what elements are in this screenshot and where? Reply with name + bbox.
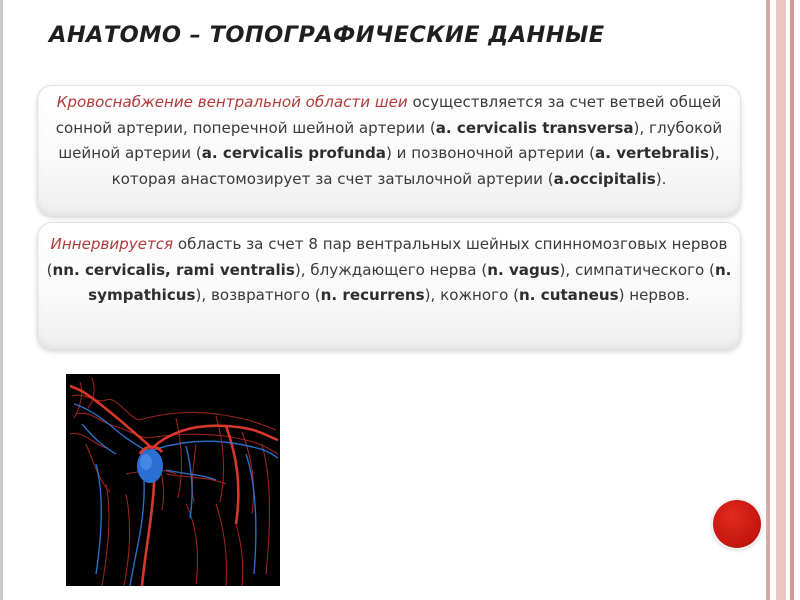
text-segment: ), блуждающего нерва ( <box>294 260 488 279</box>
text-segment: ), симпатического ( <box>559 260 715 279</box>
slide-left-edge <box>0 0 3 600</box>
innervation-card <box>38 223 740 349</box>
slide-title: АНАТОМО – ТОПОГРАФИЧЕСКИЕ ДАННЫЕ <box>49 22 605 48</box>
text-segment: ), которая анастомозирует за счет затылочной артерии ( <box>111 144 720 188</box>
latin-term: n. recurrens <box>320 286 425 305</box>
decorative-stripes <box>766 0 800 600</box>
vascular-system-image <box>66 374 280 586</box>
latin-term: a. vertebralis <box>595 144 709 163</box>
latin-term: n. sympathicus <box>88 260 732 305</box>
stripe-outer <box>766 0 770 600</box>
text-segment: ), возвратного ( <box>195 286 321 305</box>
stripe-middle <box>776 0 786 600</box>
text-segment: ), глубокой шейной артерии ( <box>58 118 723 163</box>
latin-term: a. cervicalis transversa <box>435 118 634 137</box>
vascular-illustration <box>66 374 280 586</box>
innervation-lead: Иннервируется <box>50 235 174 253</box>
text-segment: ). <box>655 169 667 188</box>
latin-term: a. cervicalis profunda <box>201 144 386 163</box>
stripe-inner <box>790 0 794 600</box>
text-segment: ) нервов. <box>618 286 690 305</box>
latin-term: n. vagus <box>487 260 560 279</box>
text-segment: ) и позвоночной артерии ( <box>385 144 596 163</box>
latin-term: n. cutaneus <box>519 286 619 305</box>
blood-supply-lead: Кровоснабжение вентральной области шеи <box>56 93 408 111</box>
text-segment: ), кожного ( <box>424 286 520 305</box>
decorative-red-circle <box>713 500 761 548</box>
text-segment: осуществляется за счет ветвей общей сонной артерии, поперечной шейной артерии ( <box>55 93 722 137</box>
blood-supply-card <box>38 86 740 215</box>
text-segment: область за счет 8 пар вентральных шейных спинномозговых нервов ( <box>46 235 728 279</box>
latin-term: a.occipitalis <box>553 169 656 188</box>
latin-term: nn. cervicalis, rami ventralis <box>52 260 295 279</box>
